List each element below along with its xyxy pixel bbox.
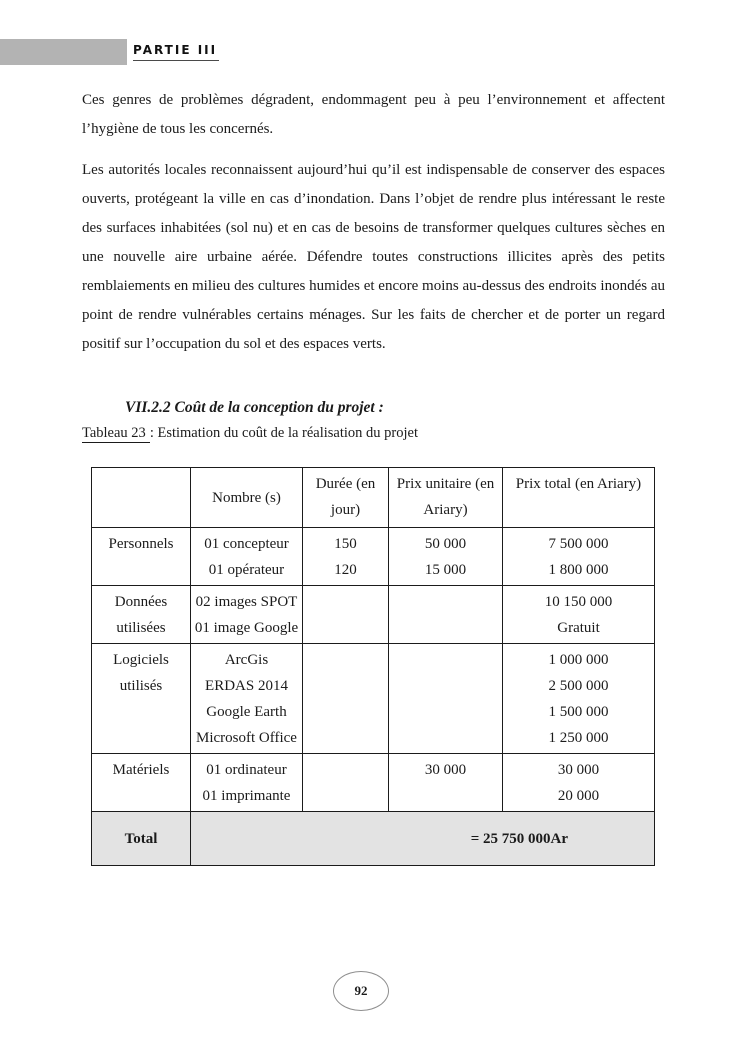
cell-text-line: Données [114, 594, 168, 610]
cell-text-line: 01 ordinateur [206, 762, 287, 778]
header-gray-bar [0, 39, 127, 65]
table-cell [191, 644, 303, 754]
table-cell [503, 754, 655, 812]
cell-text-line: 120 [334, 562, 357, 578]
table-cell [303, 528, 389, 586]
cell-text-line: 1 000 000 [548, 652, 609, 668]
cell-text-line: = 25 750 000Ar [470, 831, 568, 847]
table-cell [92, 586, 191, 644]
cell-text-line: 7 500 000 [548, 536, 609, 552]
cell-text-line: 02 images SPOT [195, 594, 298, 610]
table-cell [303, 754, 389, 812]
cell-text-line: 01 image Google [194, 620, 299, 636]
table-cell [92, 754, 191, 812]
table-cell [92, 528, 191, 586]
cell-text-line: Matériels [112, 762, 170, 778]
table-caption-separator: : [149, 425, 158, 441]
cell-text-line: Google Earth [206, 704, 287, 720]
table-cell [503, 644, 655, 754]
column-header: Prix unitaire (en Ariary) [389, 468, 503, 528]
cell-text-line: Total [124, 831, 158, 847]
table-cell [191, 528, 303, 586]
cell-text-line: 50 000 [424, 536, 467, 552]
table-cell [92, 644, 191, 754]
table-row [92, 586, 655, 644]
table-cell [303, 586, 389, 644]
cell-text-line: 15 000 [424, 562, 467, 578]
cell-text-line: Personnels [108, 536, 174, 552]
table-caption-text: Estimation du coût de la réalisation du projet [157, 425, 419, 441]
cell-text-line: Gratuit [557, 620, 600, 636]
table-caption-label: Tableau 23 [82, 425, 150, 443]
table-cell [389, 528, 503, 586]
cell-text-line: Logiciels [113, 652, 169, 668]
table-caption [82, 425, 418, 442]
cell-text-line: ERDAS 2014 [205, 678, 288, 694]
header-part-label: PARTIE III [133, 43, 219, 61]
cell-text-line: 10 150 000 [544, 594, 613, 610]
cell-text-line: 01 concepteur [204, 536, 289, 552]
cell-text-line: 30 000 [557, 762, 600, 778]
total-row [92, 812, 655, 866]
cell-text-line: Microsoft Office [196, 730, 297, 746]
table-cell [303, 644, 389, 754]
cost-estimation-table [91, 467, 655, 866]
cell-text-line: 2 500 000 [548, 678, 609, 694]
cell-text-line: utilisées [116, 620, 166, 636]
body-paragraph: Les autorités locales reconnaissent aujourd’hui qu’il est indispensable de conserver des espaces ouverts, protégeant la ville en cas d’inondation. Dans l’objet de rendre plus intéressant le reste des surfaces inhabitées (sol nu) et en cas de besoins de transformer quelques cultures sèches en une nouvelle aire urbaine aérée. Défendre toutes constructions illicites après des petits remblaiements en milieu des cultures humides et encore moins au-dessus des endroits inondés au point de rendre vulnérables certains ménages. Sur les faits de chercher et de porter un regard positif sur l’occupation du sol et des espaces verts. [82, 162, 665, 352]
table-cell [503, 586, 655, 644]
table-row [92, 754, 655, 812]
table-cell [389, 754, 503, 812]
body-paragraph: Ces genres de problèmes dégradent, endommagent peu à peu l’environnement et affectent l’hygiène de tous les concernés. [82, 92, 665, 137]
table-row [92, 528, 655, 586]
cell-text-line: 1 250 000 [548, 730, 609, 746]
cost-table-header-row [92, 468, 655, 528]
cost-table-body [92, 528, 655, 866]
table-cell [389, 586, 503, 644]
table-cell [191, 812, 655, 866]
cell-text-line: 20 000 [557, 788, 600, 804]
page-number-oval [333, 971, 389, 1011]
cell-text-line: 01 imprimante [202, 788, 291, 804]
cell-text-line: 1 800 000 [548, 562, 609, 578]
table-cell [191, 586, 303, 644]
table-cell [503, 528, 655, 586]
cell-text-line: ArcGis [224, 652, 269, 668]
column-header: Nombre (s) [191, 468, 303, 528]
cell-text-line: 1 500 000 [548, 704, 609, 720]
cell-text-line: 01 opérateur [208, 562, 285, 578]
section-heading: VII.2.2 Coût de la conception du projet : [125, 399, 384, 416]
table-cell [389, 644, 503, 754]
cell-text-line: 30 000 [424, 762, 467, 778]
page-number: 92 [354, 983, 368, 998]
table-cell [92, 812, 191, 866]
table-cell [191, 754, 303, 812]
column-header: Durée (en jour) [303, 468, 389, 528]
cell-text-line: 150 [334, 536, 357, 552]
column-header [92, 468, 191, 528]
table-row [92, 644, 655, 754]
cell-text-line: utilisés [119, 678, 163, 694]
column-header: Prix total (en Ariary) [503, 468, 655, 528]
